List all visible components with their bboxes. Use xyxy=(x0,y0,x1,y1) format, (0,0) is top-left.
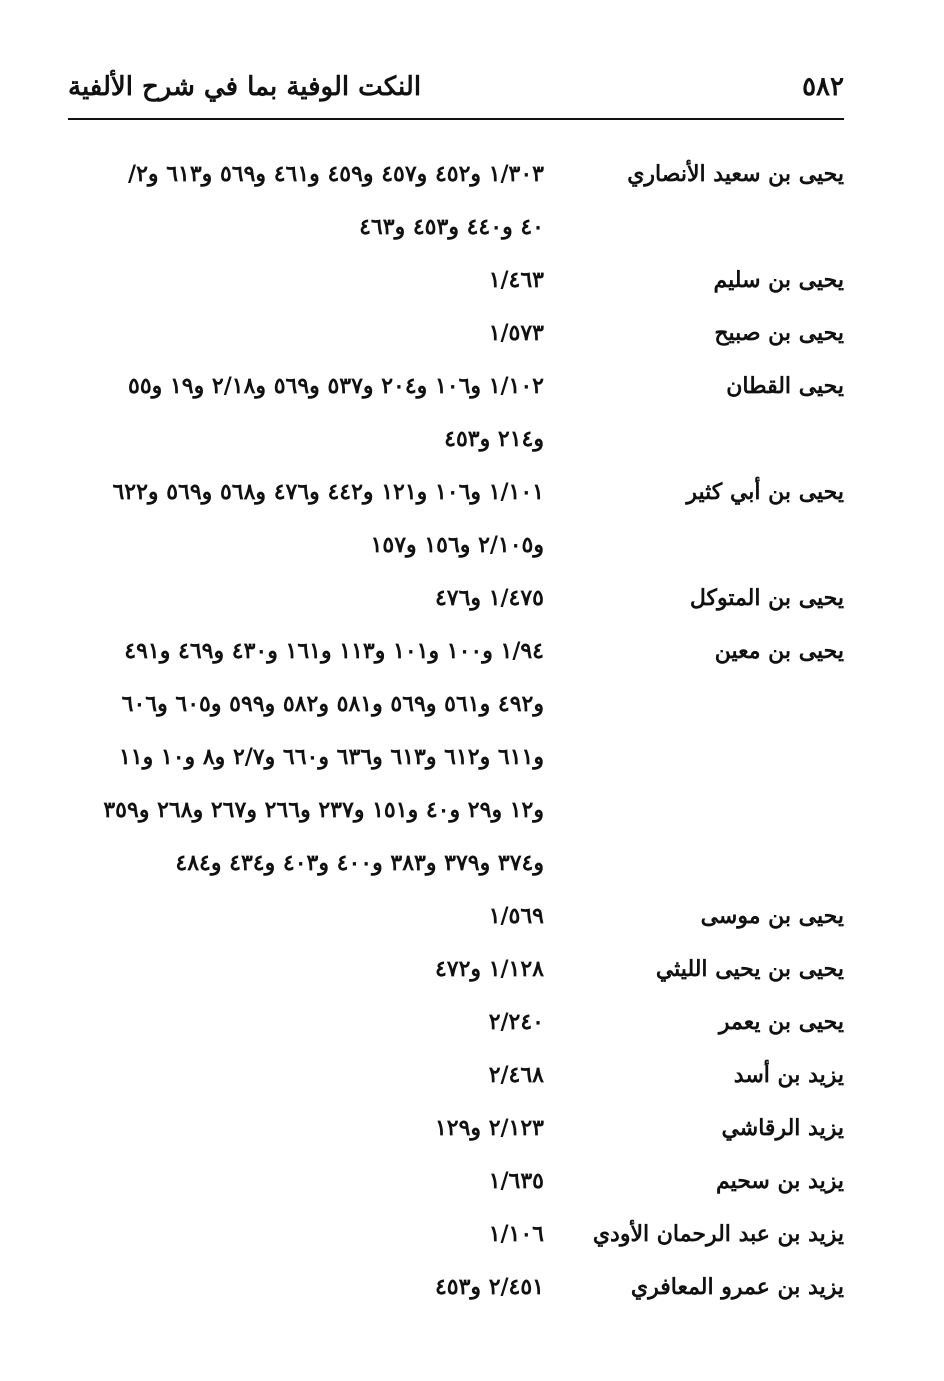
entry-references xyxy=(68,1261,544,1314)
entry-references xyxy=(68,1049,544,1102)
reference-line: ٢/٤٦٨ xyxy=(488,1062,544,1088)
entry-name: يزيد بن أسد xyxy=(733,1062,844,1088)
entry-references xyxy=(68,1155,544,1208)
entry-references xyxy=(68,466,544,572)
index-entry xyxy=(68,1102,844,1155)
index-entry xyxy=(68,1208,844,1261)
index-entry xyxy=(68,1155,844,1208)
index-entry xyxy=(68,572,844,625)
reference-line: و٤٩٢ و٥٦١ و٥٦٩ و٥٨١ و٥٨٢ و٥٩٩ و٦٠٥ و٦٠٦ xyxy=(121,691,544,717)
index-entry xyxy=(68,307,844,360)
entry-references xyxy=(68,1208,544,1261)
entry-references xyxy=(68,1102,544,1155)
entry-name: يحيى بن موسى xyxy=(700,903,844,929)
reference-line: ١/٣٠٣ و٤٥٢ و٤٥٧ و٤٥٩ و٤٦١ و٥٦٩ و٦١٣ و٢/ xyxy=(128,161,544,187)
entry-references xyxy=(68,254,544,307)
entry-name: يحيى بن المتوكل xyxy=(689,585,844,611)
index-entry xyxy=(68,254,844,307)
entry-name: يحيى القطان xyxy=(726,373,844,399)
reference-line: ٢/٢٤٠ xyxy=(488,1009,544,1035)
index-entry xyxy=(68,1261,844,1314)
header-rule xyxy=(68,118,844,120)
entry-references xyxy=(68,943,544,996)
reference-line: ١/١٢٨ و٤٧٢ xyxy=(434,956,544,982)
entry-name: يحيى بن معين xyxy=(714,638,844,664)
reference-line: ٢/١٢٣ و١٢٩ xyxy=(434,1115,544,1141)
entry-name: يحيى بن سليم xyxy=(713,267,844,293)
reference-line: ١/١٠٢ و١٠٦ و٢٠٤ و٥٣٧ و٥٦٩ و٢/١٨ و١٩ و٥٥ xyxy=(128,373,544,399)
index-entry xyxy=(68,890,844,943)
reference-line: و٢١٤ و٤٥٣ xyxy=(444,426,544,452)
page-header xyxy=(68,70,844,106)
reference-line: ١/٤٧٥ و٤٧٦ xyxy=(434,585,544,611)
reference-line: و٢/١٠٥ و١٥٦ و١٥٧ xyxy=(370,532,544,558)
reference-line: ١/١٠١ و١٠٦ و١٢١ و٤٤٢ و٤٧٦ و٥٦٨ و٥٦٩ و٦٢٢ xyxy=(112,479,544,505)
entry-references xyxy=(68,625,544,890)
entry-name: يزيد الرقاشي xyxy=(721,1115,844,1141)
entry-name: يزيد بن عبد الرحمان الأودي xyxy=(592,1221,844,1247)
index-entry xyxy=(68,943,844,996)
reference-line: و٣٧٤ و٣٧٩ و٣٨٣ و٤٠٠ و٤٠٣ و٤٣٤ و٤٨٤ xyxy=(175,850,544,876)
reference-line: و٦١١ و٦١٢ و٦١٣ و٦٣٦ و٦٦٠ و٢/٧ و٨ و١٠ و١١ xyxy=(118,744,544,770)
entry-references xyxy=(68,996,544,1049)
entry-references xyxy=(68,307,544,360)
reference-line: ٤٠ و٤٤٠ و٤٥٣ و٤٦٣ xyxy=(359,214,544,240)
reference-line: ١/١٠٦ xyxy=(488,1221,544,1247)
entry-name: يزيد بن عمرو المعافري xyxy=(630,1274,844,1300)
reference-line: ١/٥٧٣ xyxy=(488,320,544,346)
index-entries xyxy=(68,148,844,1314)
entry-name: يحيى بن سعيد الأنصاري xyxy=(627,161,844,187)
entry-references xyxy=(68,148,544,254)
index-entry xyxy=(68,360,844,466)
entry-name: يحيى بن صبيح xyxy=(714,320,844,346)
reference-line: ٢/٤٥١ و٤٥٣ xyxy=(434,1274,544,1300)
index-entry xyxy=(68,148,844,254)
index-entry xyxy=(68,1049,844,1102)
entry-name: يحيى بن يعمر xyxy=(718,1009,844,1035)
entry-name: يحيى بن يحيى الليثي xyxy=(655,956,844,982)
reference-line: ١/٤٦٣ xyxy=(488,267,544,293)
reference-line: ١/٦٣٥ xyxy=(488,1168,544,1194)
page-number: ٥٨٢ xyxy=(802,72,844,102)
reference-line: و١٢ و٢٩ و٤٠ و١٥١ و٢٣٧ و٢٦٦ و٢٦٧ و٢٦٨ و٣٥٩ xyxy=(103,797,544,823)
entry-name: يحيى بن أبي كثير xyxy=(686,479,844,505)
entry-references xyxy=(68,360,544,466)
index-entry xyxy=(68,996,844,1049)
reference-line: ١/٩٤ و١٠٠ و١٠١ و١١٣ و١٦١ و٤٣٠ و٤٦٩ و٤٩١ xyxy=(124,638,544,664)
reference-line: ١/٥٦٩ xyxy=(488,903,544,929)
index-entry xyxy=(68,625,844,890)
entry-name: يزيد بن سحيم xyxy=(715,1168,844,1194)
entry-references xyxy=(68,890,544,943)
entry-references xyxy=(68,572,544,625)
running-title: النكت الوفية بما في شرح الألفية xyxy=(68,72,422,102)
index-entry xyxy=(68,466,844,572)
